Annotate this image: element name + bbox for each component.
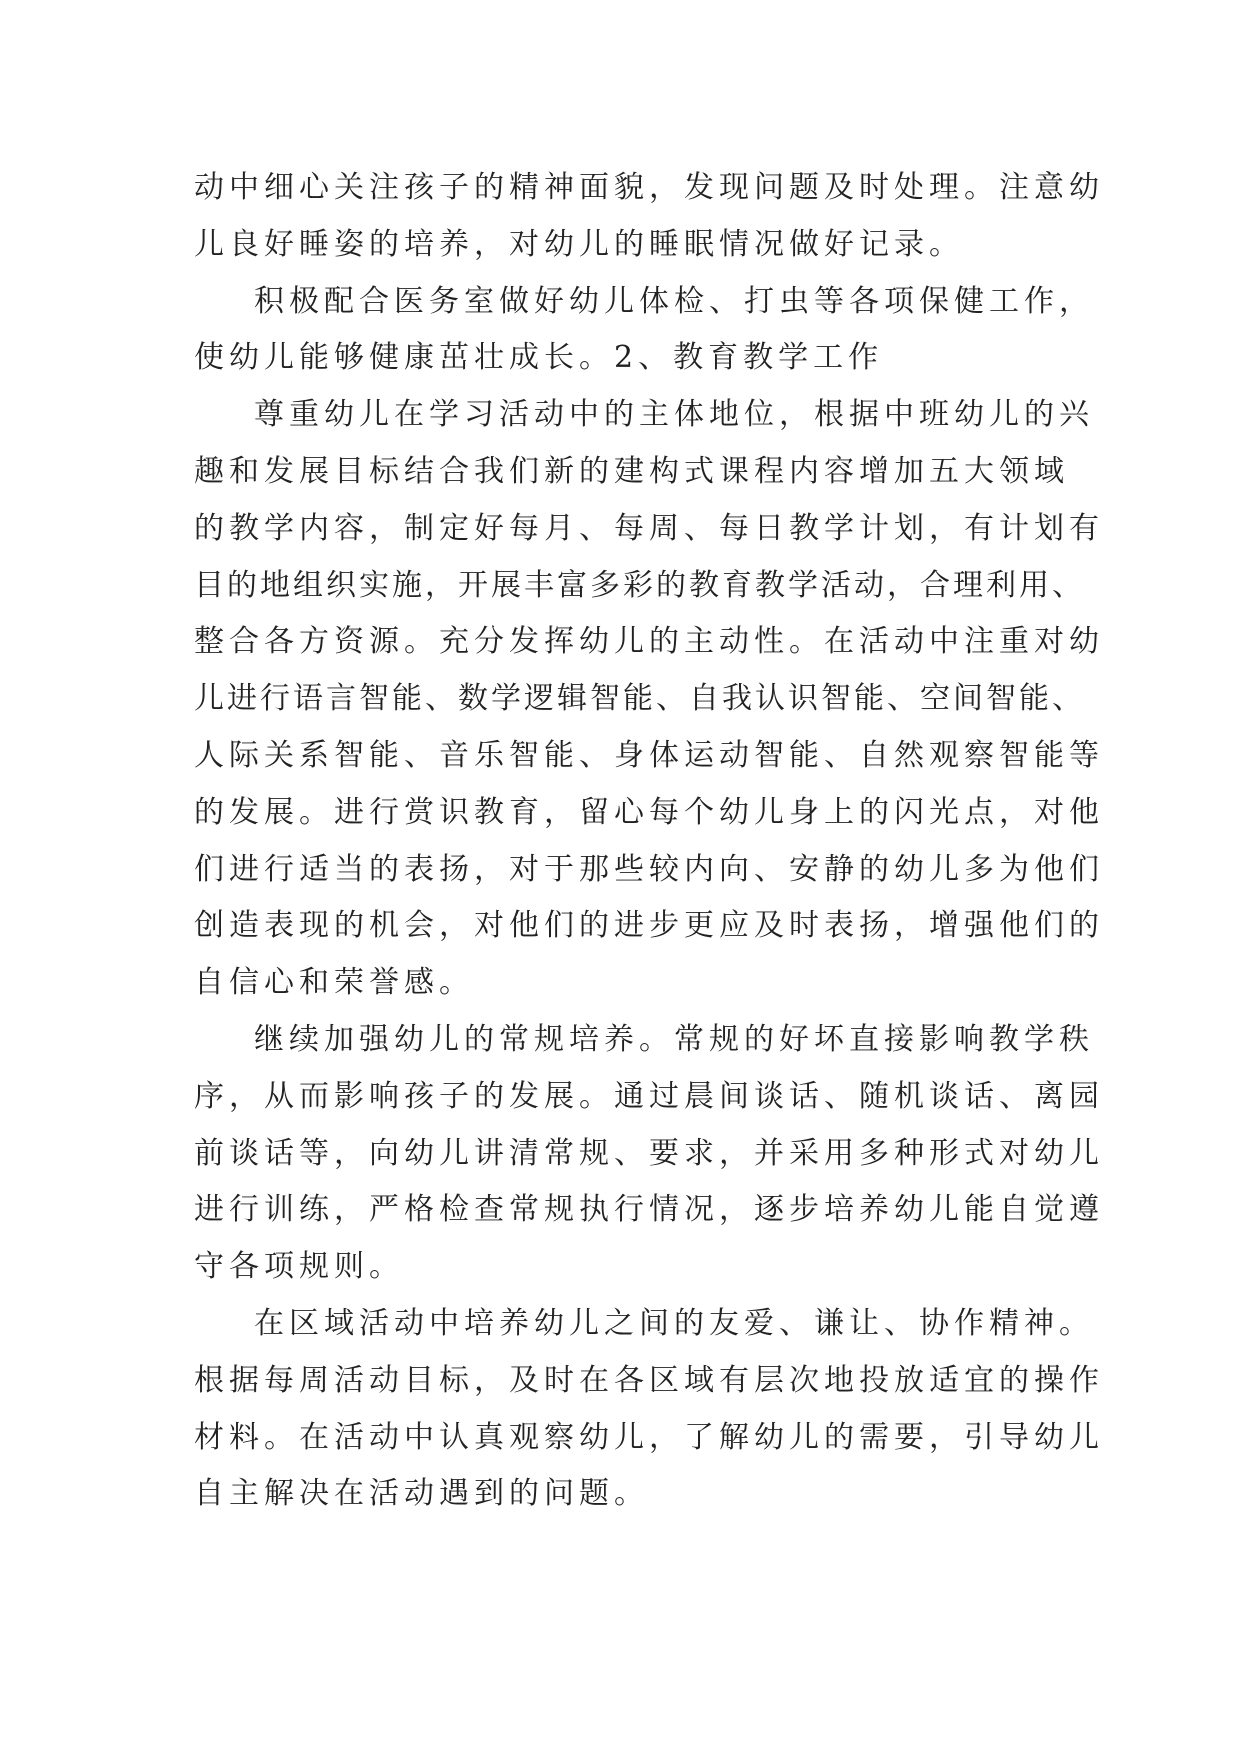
text-line-4: 使幼儿能够健康茁壮成长。2、教育教学工作 xyxy=(194,340,884,376)
text-line-19: 进行训练，严格检查常规执行情况，逐步培养幼儿能自觉遵 xyxy=(194,1192,1104,1228)
text-line-13: 们进行适当的表扬，对于那些较内向、安静的幼儿多为他们 xyxy=(194,851,1104,887)
text-line-6: 趣和发展目标结合我们新的建构式课程内容增加五大领域 xyxy=(194,453,1069,489)
text-line-5: 尊重幼儿在学习活动中的主体地位，根据中班幼儿的兴 xyxy=(254,397,1094,433)
text-line-9: 整合各方资源。充分发挥幼儿的主动性。在活动中注重对幼 xyxy=(194,624,1104,660)
text-line-7: 的教学内容，制定好每月、每周、每日教学计划，有计划有 xyxy=(194,510,1104,546)
text-line-2: 儿良好睡姿的培养，对幼儿的睡眠情况做好记录。 xyxy=(194,226,964,262)
text-line-18: 前谈话等，向幼儿讲清常规、要求，并采用多种形式对幼儿 xyxy=(194,1135,1104,1171)
text-line-23: 材料。在活动中认真观察幼儿，了解幼儿的需要，引导幼儿 xyxy=(194,1419,1104,1455)
text-line-1: 动中细心关注孩子的精神面貌，发现问题及时处理。注意幼 xyxy=(194,170,1104,205)
text-line-3: 积极配合医务室做好幼儿体检、打虫等各项保健工作， xyxy=(254,283,1094,319)
text-line-14: 创造表现的机会，对他们的进步更应及时表扬，增强他们的 xyxy=(194,908,1104,944)
text-line-12: 的发展。进行赏识教育，留心每个幼儿身上的闪光点，对他 xyxy=(194,794,1104,830)
text-line-15: 自信心和荣誉感。 xyxy=(194,965,474,1001)
text-line-8: 目的地组织实施，开展丰富多彩的教育教学活动，合理利用、 xyxy=(194,567,1085,603)
text-line-20: 守各项规则。 xyxy=(194,1249,404,1285)
text-line-24: 自主解决在活动遇到的问题。 xyxy=(194,1476,649,1512)
text-line-17: 序，从而影响孩子的发展。通过晨间谈话、随机谈话、离园 xyxy=(194,1078,1104,1114)
text-line-11: 人际关系智能、音乐智能、身体运动智能、自然观察智能等 xyxy=(194,737,1104,773)
document-body xyxy=(194,160,1104,1523)
text-line-21: 在区域活动中培养幼儿之间的友爱、谦让、协作精神。 xyxy=(254,1305,1094,1341)
text-line-10: 儿进行语言智能、数学逻辑智能、自我认识智能、空间智能、 xyxy=(194,681,1085,717)
text-line-16: 继续加强幼儿的常规培养。常规的好坏直接影响教学秩 xyxy=(254,1021,1094,1057)
text-line-22: 根据每周活动目标，及时在各区域有层次地投放适宜的操作 xyxy=(194,1362,1104,1398)
